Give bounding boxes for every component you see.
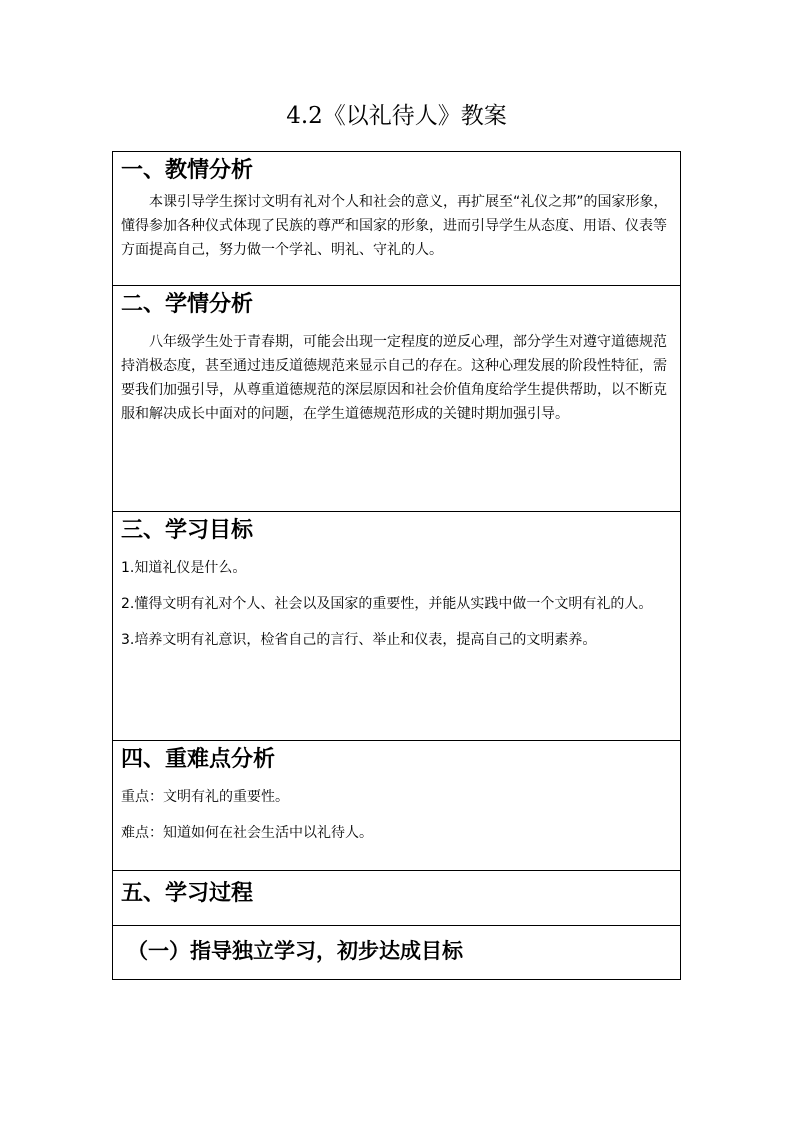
section-learning-objectives <box>113 512 681 741</box>
section-heading: 三、学习目标 <box>121 518 254 543</box>
section-paragraph: 本课引导学生探讨文明有礼对个人和社会的意义，再扩展至“礼仪之邦”的国家形象，懂得参加各种仪式体现了民族的尊严和国家的形象，进而引导学生从态度、用语、仪表等方面提高自己，努力做一个学礼、明礼、守礼的人。 <box>121 194 668 258</box>
difficulty-item: 难点：知道如何在社会生活中以礼待人。 <box>121 825 373 841</box>
objective-item: 2.懂得文明有礼对个人、社会以及国家的重要性，并能从实践中做一个文明有礼的人。 <box>121 596 653 612</box>
key-point-item: 重点：文明有礼的重要性。 <box>121 789 289 805</box>
objective-item: 1.知道礼仪是什么。 <box>121 560 247 576</box>
section-heading: 四、重难点分析 <box>121 747 276 772</box>
sub-section-heading: （一）指导独立学习，初步达成目标 <box>127 939 463 963</box>
section-heading: 二、学情分析 <box>121 292 254 317</box>
section-heading: 一、教情分析 <box>121 158 254 183</box>
section-paragraph: 八年级学生处于青春期，可能会出现一定程度的逆反心理，部分学生对遵守道德规范持消极态度，甚至通过违反道德规范来显示自己的存在。这种心理发展的阶段性特征，需要我们加强引导，从尊重道德规范的深层原因和社会价值角度给学生提供帮助，以不断克服和解决成长中面对的问题，在学生道德规范形成的关键时期加强引导。 <box>121 334 667 422</box>
section-student-analysis <box>113 286 681 512</box>
section-teaching-analysis <box>113 152 681 286</box>
section-learning-process <box>113 871 681 926</box>
section-heading: 五、学习过程 <box>121 881 254 906</box>
section-guided-study <box>113 926 681 980</box>
lesson-plan-table <box>112 151 681 980</box>
objective-item: 3.培养文明有礼意识，检省自己的言行、举止和仪表，提高自己的文明素养。 <box>121 632 597 648</box>
section-key-points <box>113 741 681 871</box>
document-title: 4.2《以礼待人》教案 <box>286 103 507 129</box>
